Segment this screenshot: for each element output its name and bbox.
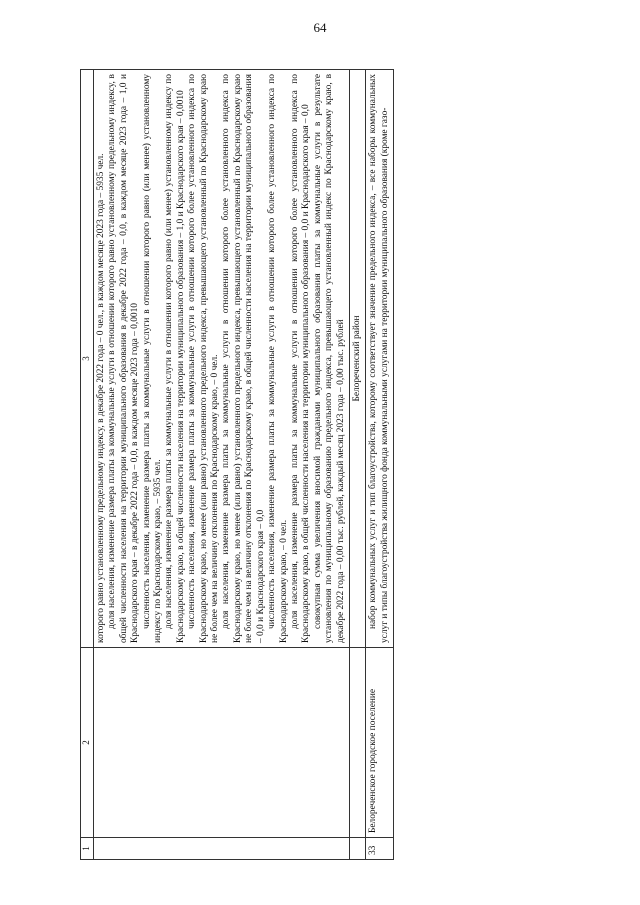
paragraph: доля населения, изменение размера платы за коммунальные услуги в отношении которого более установленного индекса по Краснодарскому краю, в общей численности населения на территории муниципального образования – 0,0 и Краснодарского края – 0,0 bbox=[289, 74, 312, 643]
rotated-table-wrapper bbox=[80, 70, 600, 860]
table-header-row bbox=[81, 70, 94, 860]
row-settlement: Белореченское городское поселение bbox=[366, 648, 394, 838]
table-row-continuation bbox=[94, 70, 350, 860]
row-text-cell bbox=[366, 70, 394, 648]
page-number: 64 bbox=[313, 20, 327, 35]
paragraph: набор коммунальных услуг и тип благоустройства, которому соответствует значение предельного индекса, – все наборы коммунальных услуг и типы благоустройства жилищного фонда коммунальными услугами на территории муниципального образования (кроме газо- bbox=[368, 74, 390, 643]
table-row-district bbox=[349, 70, 365, 860]
header-col-1: 1 bbox=[81, 838, 94, 860]
paragraph: доля населения, изменение размера платы за коммунальные услуги в отношении которого равно (или менее) установленному индексу по Краснодарскому краю, в общей численности населения на территории муниципального образования – 1,0 и Краснодарского края – 0,0010 bbox=[164, 74, 186, 643]
header-col-2: 2 bbox=[81, 648, 94, 838]
document-table bbox=[80, 69, 394, 860]
paragraph: которого равно установленному предельному индексу, в декабре 2022 года – 0 чел., в каждом месяце 2023 года – 5935 чел. bbox=[96, 153, 106, 643]
header-col-3: 3 bbox=[81, 70, 94, 648]
paragraph: совокупная сумма увеличения вносимой гражданами муниципального образования платы за коммунальные услуги в результате установления по муниципальному образованию предельного индекса, превышающего установленный индекс по Краснодарскому краю, в декабре 2022 года – 0,00 тыс. рублей, каждый месяц 2023 года – 0,00 тыс. рублей bbox=[312, 74, 346, 643]
table-row bbox=[366, 70, 394, 860]
paragraph: доля населения, изменение размера платы за коммунальные услуги в отношении которого равно установленному предельному индексу, в общей численности населения на территории муниципального образования в декабре 2022 года – 0,0, в каждом месяце 2023 года – 1,0 и Краснодарского края – в декабре 2022 года – 0,0, в каждом месяце 2023 года – 0,0010 bbox=[107, 74, 141, 643]
district-title: Белореченский район bbox=[349, 70, 365, 648]
paragraph: численность населения, изменение размера платы за коммунальные услуги в отношении которого равно (или менее) установленному индексу по Краснодарскому краю, – 5935 чел. bbox=[141, 74, 164, 643]
row-number: 33 bbox=[366, 838, 394, 860]
paragraph: численность населения, изменение размера платы за коммунальные услуги в отношении которого более установленного индекса по Краснодарскому краю, но менее (или равно) установленного предельного индекса, превышающего установленный по Краснодарскому краю не более чем на величину отклонения по Краснодарскому краю, – 0 чел. bbox=[187, 74, 221, 643]
continuation-settlement-cell bbox=[94, 648, 350, 838]
district-empty-cell-1 bbox=[349, 838, 365, 860]
continuation-number-cell bbox=[94, 838, 350, 860]
district-empty-cell-2 bbox=[349, 648, 365, 838]
paragraph: численность населения, изменение размера платы за коммунальные услуги в отношении которого более установленного индекса по Краснодарскому краю, – 0 чел. bbox=[267, 74, 289, 643]
continuation-text-cell bbox=[94, 70, 350, 648]
paragraph: доля населения, изменение размера платы за коммунальные услуги в отношении которого более установленного индекса по Краснодарскому краю, но менее (или равно) установленного предельного индекса, превышающего установленный по Краснодарскому краю не более чем на величину отклонения по Краснодарскому краю, в общей численности населения на территории муниципального образования – 0,0 и Краснодарского края – 0,0 bbox=[221, 74, 266, 643]
rotated-table-inner bbox=[80, 70, 600, 860]
